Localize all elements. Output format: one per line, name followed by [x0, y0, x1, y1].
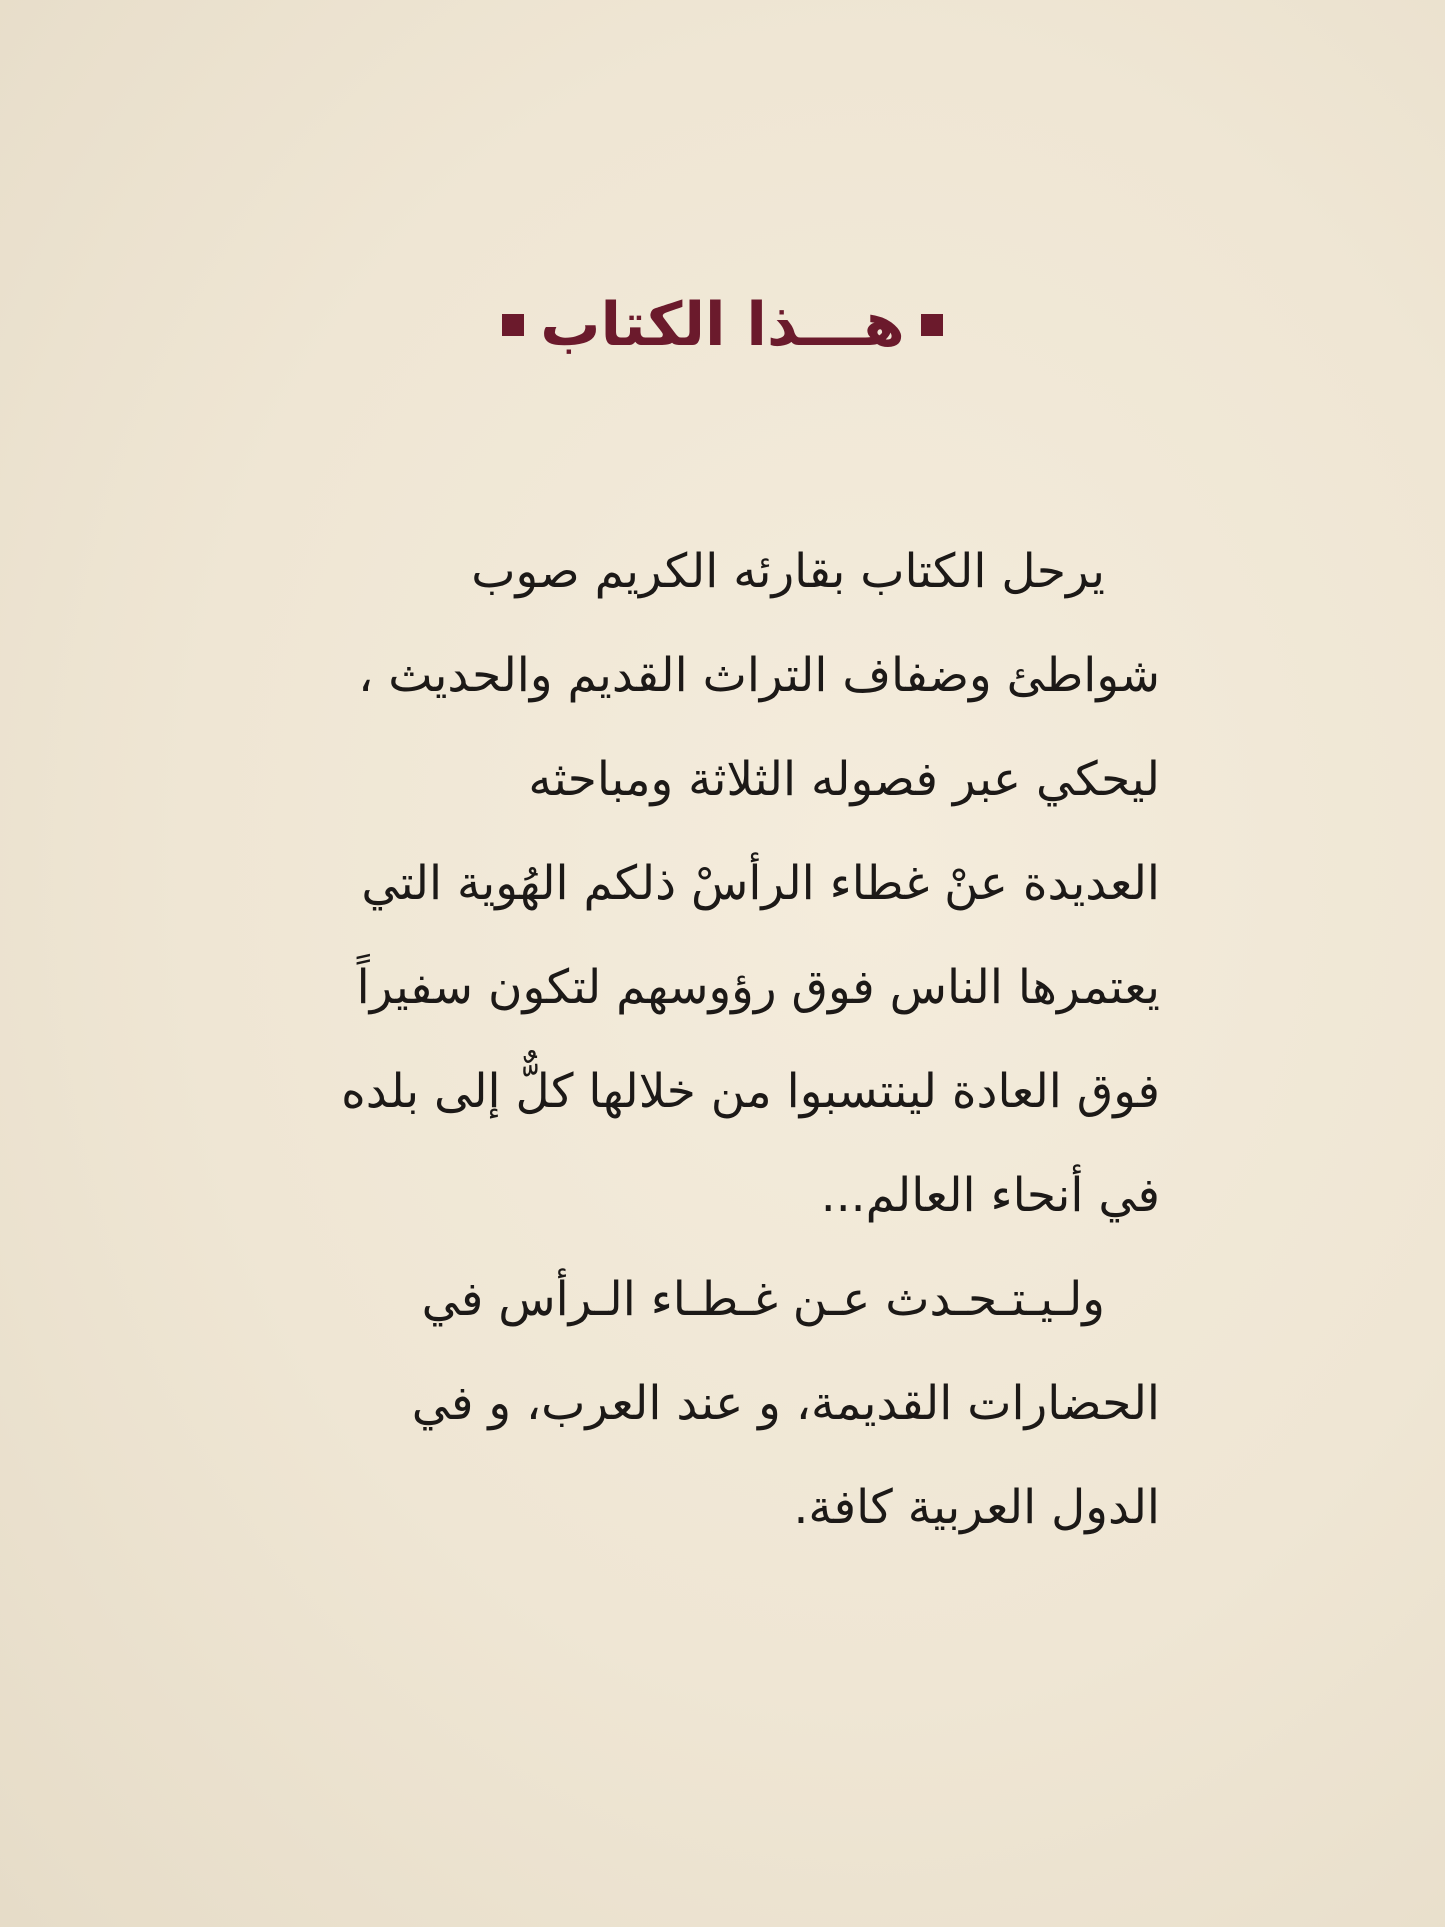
page-heading: [0, 285, 1445, 365]
paragraph-line: شواطئ وضفاف التراث القديم والحديث ،: [358, 648, 1160, 703]
paragraph-line: في أنحاء العالم...: [820, 1168, 1160, 1223]
paragraph-2: [260, 1248, 1160, 1560]
paragraph-line: الدول العربية كافة.: [793, 1480, 1160, 1535]
paragraph-line: فوق العادة لينتسبوا من خلالها كلٌّ إلى بلده: [341, 1064, 1160, 1119]
heading-title: هـــذا الكتاب: [540, 290, 905, 360]
paragraph-line: يرحل الكتاب بقارئه الكريم صوب: [471, 544, 1105, 599]
paragraph-line: العديدة عنْ غطاء الرأسْ ذلكم الهُوية التي: [361, 856, 1160, 911]
paragraph-1: [260, 520, 1160, 1248]
paragraph-line: ليحكي عبر فصوله الثلاثة ومباحثه: [528, 752, 1160, 807]
paragraph-line: يعتمرها الناس فوق رؤوسهم لتكون سفيراً: [356, 960, 1160, 1015]
heading-square-right: [921, 314, 943, 336]
heading-square-left: [502, 314, 524, 336]
body-text: [260, 520, 1160, 1560]
paragraph-line: ولـيـتـحـدث عـن غـطـاء الـرأس في: [421, 1272, 1105, 1327]
paragraph-line: الحضارات القديمة، و عند العرب، و في: [411, 1376, 1160, 1431]
